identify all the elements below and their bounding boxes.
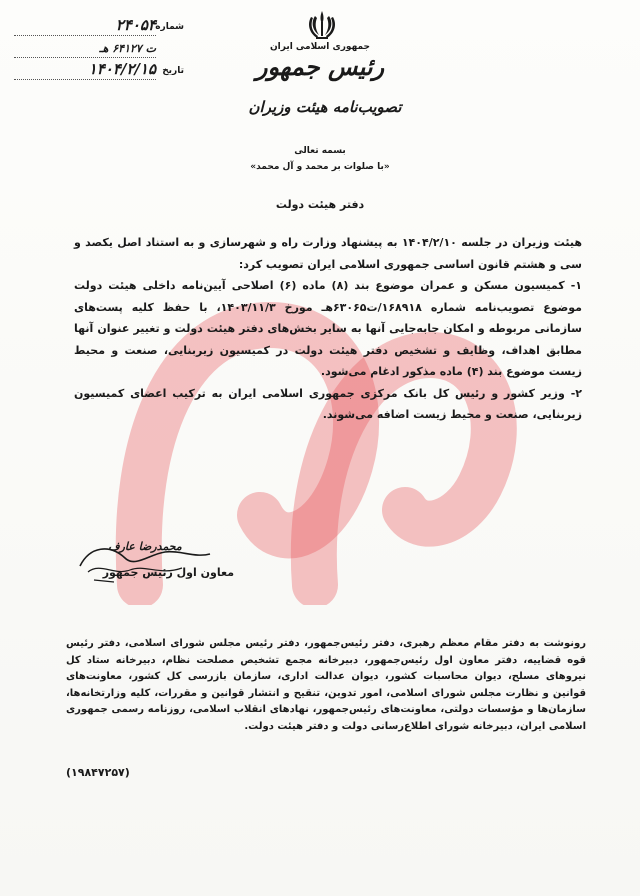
- meta-line: [14, 79, 156, 80]
- meta-reference-row: [14, 38, 184, 60]
- meta-line: [14, 35, 156, 36]
- copies-list: [66, 636, 586, 736]
- copies-lead: رونوشت به: [529, 638, 587, 649]
- signer-title: معاون اول رئیس جمهور: [102, 566, 234, 579]
- republic-label: جمهوری اسلامی ایران: [269, 42, 371, 52]
- document-code: (۱۹۸۴۷۲۵۷): [66, 766, 130, 779]
- salawat-line: «با صلوات بر محمد و آل محمد»: [250, 162, 390, 172]
- decree-title: تصویب‌نامه هیئت وزیران: [248, 98, 402, 116]
- decree-intro: هیئت وزیران در جلسه ۱۴۰۴/۲/۱۰ به پیشنهاد وزارت راه و شهرسازی و به استناد اصل یکصد و سی و هشتم قانون اساسی جمهوری اسلامی ایران تصویب کرد:: [74, 236, 582, 271]
- document-meta: [14, 16, 184, 82]
- signer-name: محمدرضا عارف: [108, 540, 182, 553]
- copies-text: دفتر مقام معظم رهبری، دفتر رئیس‌جمهور، دفتر رئیس مجلس شورای اسلامی، دفتر رئیس قوه قضاییه، دفتر معاون اول رئیس‌جمهور، دبیرخانه مجمع تشخیص مصلحت نظام، دبیرخانه ستاد کل نیروهای مسلح، دیوان محاسبات کشور، دیوان عدالت اداری، سازمان بازرسی کل کشور، معاونت‌های قوانین و نظارت مجلس شورای اسلامی، امور تدوین، تنقیح و انتشار قوانین و مقررات، کلیه وزارتخانه‌ها، سازمان‌ها و مؤسسات دولتی، معاونت‌های رئیس‌جمهور، نهادهای انقلاب اسلامی، روزنامه رسمی جمهوری اسلامی ایران، دبیرخانه شورای اطلاع‌رسانی دولت و دفتر هیئت دولت.: [66, 638, 586, 732]
- meta-date-row: [14, 60, 184, 82]
- meta-number-row: [14, 16, 184, 38]
- decree-item-1: ۱- کمیسیون مسکن و عمران موضوع بند (۸) ماده (۶) اصلاحی آیین‌نامه داخلی هیئت دولت موضوع تصویب‌نامه شماره ۱۶۸۹۱۸/ت۶۳۰۶۵هـ مورخ ۱۴۰۳/۱۱/۳، با حفظ کلیه پست‌های سازمانی مربوطه و امکان جابه‌جایی آنها به سایر بخش‌های دفتر هیئت دولت و تغییر عنوان آنها مطابق اهداف، وظایف و تشخیص دفتر هیئت دولت در کمیسیون زیربنایی، صنعت و محیط زیست موضوع بند (۴) ماده مذکور ادغام می‌شود.: [74, 279, 582, 378]
- presidency-title: رئیس جمهور: [255, 52, 385, 81]
- meta-number-label: شماره: [155, 22, 184, 32]
- decree-body: [74, 232, 582, 426]
- meta-line: [14, 57, 156, 58]
- iran-emblem-icon: [305, 8, 339, 42]
- addressee-title: دفتر هیئت دولت: [275, 198, 365, 211]
- basmala-line: بسمه تعالی: [294, 146, 346, 156]
- meta-reference-value: ت ۶۴۱۲۷ هـ: [99, 42, 156, 55]
- decree-item-2: ۲- وزیر کشور و رئیس کل بانک مرکزی جمهوری اسلامی ایران به ترکیب اعضای کمیسیون زیربنایی، صنعت و محیط زیست اضافه می‌شوند.: [74, 386, 582, 421]
- meta-date-value: ۱۴۰۴/۲/۱۵: [88, 60, 156, 78]
- meta-number-value: ۲۴۰۵۴: [115, 16, 156, 34]
- meta-date-label: تاریخ: [162, 66, 184, 76]
